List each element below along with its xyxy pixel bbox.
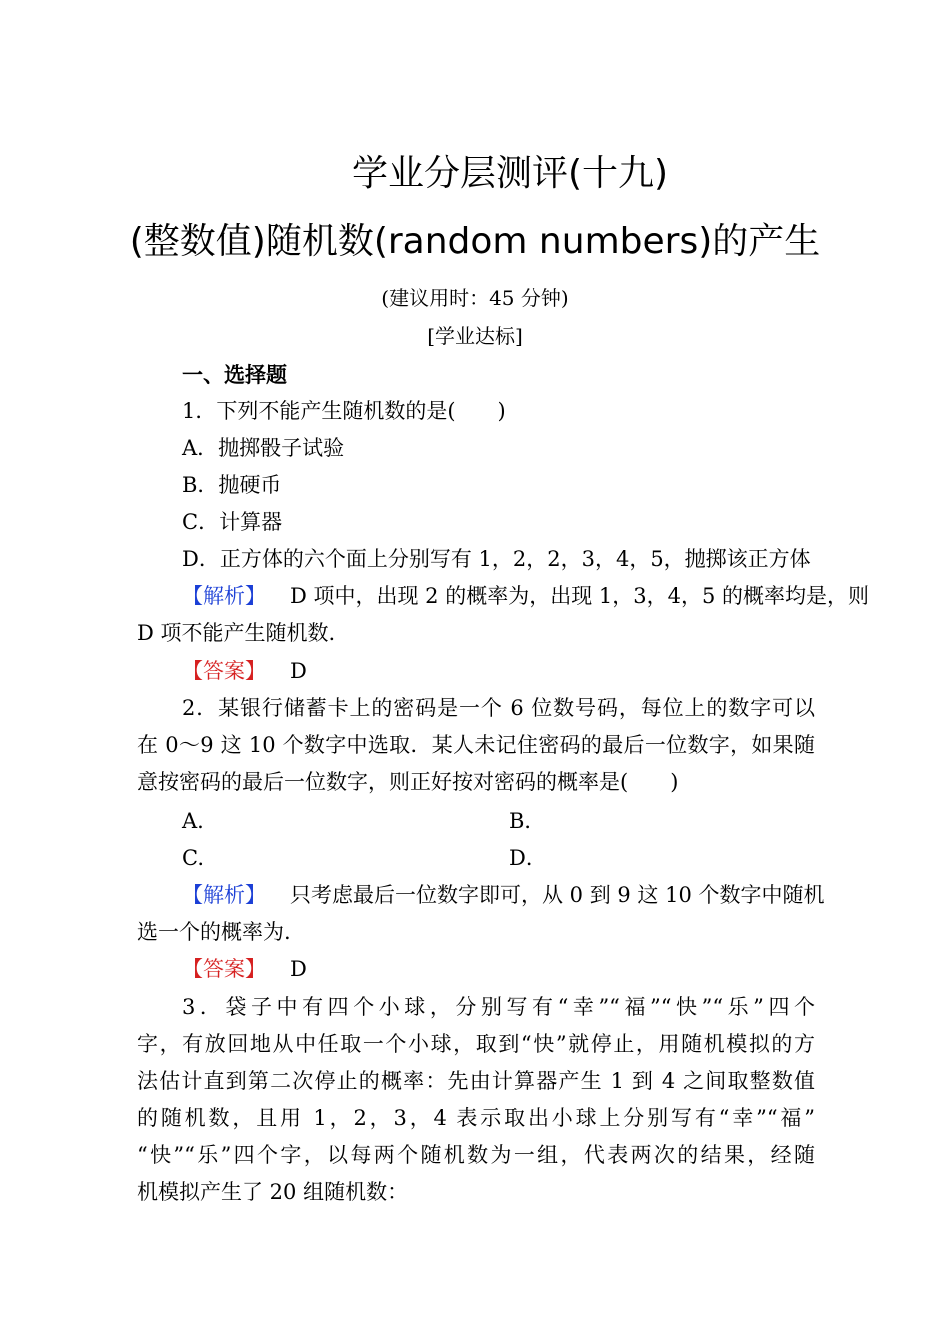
q2-option-d: D． (509, 846, 547, 870)
q1-answer-line (182, 656, 307, 686)
analysis-tag: 【解析】 (182, 883, 266, 907)
q2-line3: 意按密码的最后一位数字，则正好按对密码的概率是( ) (137, 770, 679, 794)
q1-answer: D (290, 659, 307, 683)
document-subtitle: (整数值)随机数(random numbers)的产生 (129, 221, 821, 262)
q2-option-c: C. (182, 846, 204, 870)
q1-option-b: B．抛硬币 (182, 473, 282, 497)
section-heading: 一、选择题 (182, 363, 287, 387)
q1-option-c: C．计算器 (182, 510, 283, 534)
q2-option-b: B． (509, 809, 546, 833)
q1-analysis-line2: D 项不能产生随机数. (137, 621, 336, 645)
q1-option-a: A．抛掷骰子试验 (182, 436, 345, 460)
q2-analysis-line1 (182, 880, 825, 910)
q3-line5: “快”“乐”四个字，以每两个随机数为一组，代表两次的结果，经随 (137, 1143, 815, 1167)
q3-line4: 的随机数，且用 1，2，3，4 表示取出小球上分别写有“幸”“福” (137, 1106, 815, 1130)
document-title: 学业分层测评(十九) (351, 153, 669, 194)
q2-analysis-line2: 选一个的概率为. (137, 920, 291, 944)
q1-option-d: D．正方体的六个面上分别写有 1，2，2，3，4，5，抛掷该正方体 (182, 547, 811, 571)
q2-line1: 2．某银行储蓄卡上的密码是一个 6 位数号码，每位上的数字可以 (182, 696, 815, 720)
q3-line3: 法估计直到第二次停止的概率：先由计算器产生 1 到 4 之间取整数值 (137, 1069, 815, 1093)
q2-analysis-text: 只考虑最后一位数字即可，从 0 到 9 这 10 个数字中随机 (290, 883, 825, 907)
q2-line2: 在 0～9 这 10 个数字中选取．某人未记住密码的最后一位数字，如果随 (137, 733, 815, 757)
q3-line2: 字，有放回地从中任取一个小球，取到“快”就停止，用随机模拟的方 (137, 1032, 815, 1056)
analysis-tag: 【解析】 (182, 584, 266, 608)
time-note: (建议用时：45 分钟) (381, 286, 569, 310)
q2-answer-line (182, 954, 307, 984)
q3-line1: 3．袋子中有四个小球，分别写有“幸”“福”“快”“乐”四个 (182, 995, 815, 1019)
answer-tag: 【答案】 (182, 957, 266, 981)
q1-analysis-line1 (182, 581, 869, 611)
answer-tag: 【答案】 (182, 659, 266, 683)
q2-option-a: A. (182, 809, 204, 833)
q2-answer: D (290, 957, 307, 981)
q3-line6: 机模拟产生了 20 组随机数： (137, 1180, 409, 1204)
q1-analysis-text: D 项中，出现 2 的概率为，出现 1，3，4，5 的概率均是，则 (290, 584, 870, 608)
section-tag: [学业达标] (427, 324, 523, 348)
q1-stem: 1．下列不能产生随机数的是( ) (182, 399, 506, 423)
